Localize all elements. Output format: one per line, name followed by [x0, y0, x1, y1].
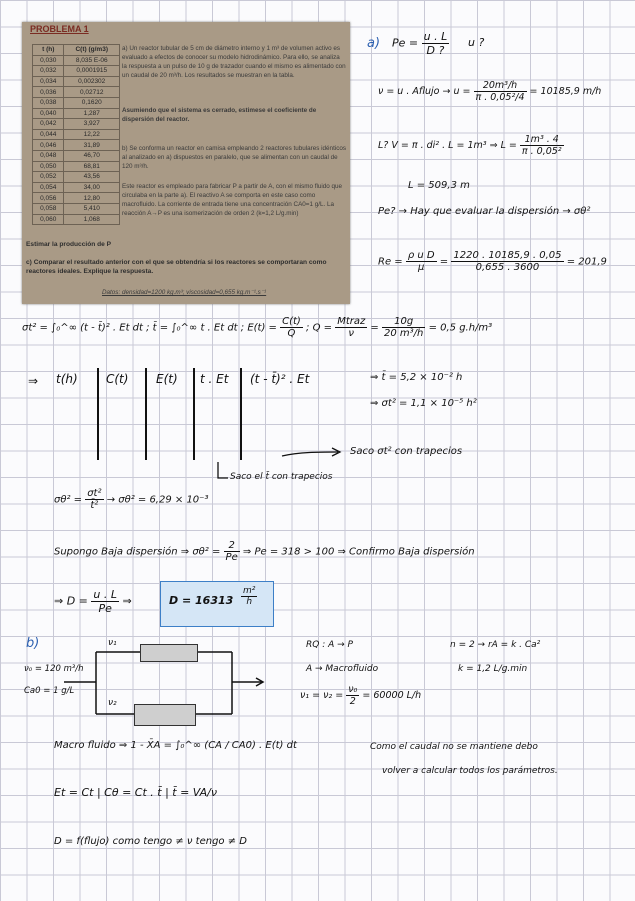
theta-result: → σθ² = 6,29 × 10⁻³ — [106, 494, 209, 506]
table-cell: 0,0001915 — [64, 66, 120, 77]
col-header-ct: C(t) — [106, 372, 129, 386]
table-cell: 34,00 — [64, 182, 120, 193]
result-unit — [241, 586, 257, 607]
u-question: u ? — [468, 36, 485, 49]
et-numerator: C(t) — [282, 316, 301, 327]
saco-sigma-note: Saco σt² con trapecios — [350, 446, 463, 457]
part-b-label: b) — [26, 636, 40, 651]
theta-lhs: σθ² = — [54, 494, 83, 506]
result-unit-numerator: m² — [243, 586, 256, 596]
length-line: L? V = π . di² . L = 1m³ ⇒ L = — [378, 140, 517, 151]
split-flows — [300, 684, 421, 707]
result-unit-fraction — [241, 586, 257, 607]
problem-paragraph-b-detail: Este reactor es empleado para fabricar P a partir de A, con el mismo fluido que circulaba en la parte a). El reactivo A se comporta en este caso como macrofluido. La corriente de entrada tiene una concentración CA0=1 g/L. La reacción A→P es una isomerización de orden 2 (k=1,2 L/g.min) — [122, 183, 343, 217]
assumption-conclusion: ⇒ Pe = 318 > 100 ⇒ Confirmo Baja dispersión — [242, 546, 475, 558]
table-cell: 0,050 — [33, 161, 64, 172]
part-a-label: a) — [367, 36, 381, 51]
rate-constant: k = 1,2 L/g.min — [458, 664, 528, 674]
theta-fraction — [85, 488, 103, 511]
reactor-2 — [134, 704, 196, 726]
re-denominator: μ — [418, 262, 425, 273]
problem-header: PROBLEMA 1 — [30, 24, 89, 34]
d-numerator: u . L — [93, 588, 117, 601]
problem-paragraph-a-task: Asumiendo que el sistema es cerrado, estimese el coeficiente de dispersión del reactor. — [122, 107, 317, 123]
q-lhs: ; Q = — [306, 322, 332, 334]
split-result: = 60000 L/h — [362, 690, 422, 701]
table-cell: 46,70 — [64, 150, 120, 161]
reaction: RQ : A → P — [306, 640, 353, 650]
table-cell: 1,068 — [64, 214, 120, 225]
q-values-denominator: 20 m³/h — [384, 328, 424, 339]
result-value: D = 16313 — [169, 594, 234, 607]
pe-numerator: u . L — [423, 30, 448, 43]
assumption-numerator: 2 — [224, 540, 240, 552]
feed-flow: ν₀ = 120 m³/h — [24, 664, 84, 674]
flow-v2: ν₂ — [108, 698, 117, 708]
re-values-numerator: 1220 . 10185,9 . 0,05 — [453, 250, 562, 261]
col-header-et: E(t) — [156, 372, 178, 386]
theta-variance — [54, 488, 208, 511]
table-cell: 0,058 — [33, 203, 64, 214]
arrow-saco-tbar — [218, 462, 228, 478]
table-cell: 8,035 E-06 — [64, 55, 120, 66]
sigma-result: ⇒ σt² = 1,1 × 10⁻⁵ h² — [370, 398, 477, 409]
reactor-1 — [140, 644, 198, 662]
table-cell: 1,287 — [64, 108, 120, 119]
normalization-line: Et = Ct | Cθ = Ct . t̄ | t̄ = VA/ν — [54, 786, 217, 799]
col-header-variance: (t - t̄)² . Et — [250, 372, 310, 386]
col-header-t: t(h) — [56, 372, 78, 386]
theta-numerator: σt² — [87, 488, 102, 499]
d-arrow: ⇒ — [122, 594, 132, 608]
theta-denominator: t̄² — [90, 500, 99, 511]
table-cell: 0,1620 — [64, 97, 120, 108]
problem-data: Datos: densidad=1200 kg.m³; viscosidad=0,655 kg.m⁻¹.s⁻¹ — [102, 289, 267, 296]
u-result: = 10185,9 m/h — [529, 86, 602, 97]
table-cell: 0,002302 — [64, 76, 120, 87]
table-cell: 5,410 — [64, 203, 120, 214]
table-cell: 43,56 — [64, 172, 120, 183]
re-numerator: ρ u D — [407, 250, 435, 261]
table-cell: 0,032 — [33, 66, 64, 77]
table-cell: 0,034 — [33, 76, 64, 87]
q-equals: = — [370, 322, 379, 334]
macrofluid: A → Macrofluido — [306, 664, 379, 674]
table-cell: 0,042 — [33, 119, 64, 130]
tbar-result: ⇒ t̄ = 5,2 × 10⁻² h — [370, 372, 463, 383]
d-lhs: ⇒ D = — [54, 594, 88, 608]
table-cell: 3,927 — [64, 119, 120, 130]
q-result: = 0,5 g.h/m³ — [428, 322, 493, 334]
sigma-definition: σt² = ∫₀^∞ (t - t̄)² . Et dt ; t̄ = ∫₀^∞ t . Et dt ; E(t) = — [22, 322, 277, 334]
split-lhs: ν₁ = ν₂ = — [300, 690, 344, 701]
pe-lhs: Pe = — [392, 36, 419, 50]
problem-estimate: Estimar la producción de P — [26, 241, 112, 248]
table-cell: 12,80 — [64, 193, 120, 204]
problem-paragraph-c: c) Comparar el resultado anterior con el que se obtendría si los reactores se comportaran como reactores ideales. Explique la respuesta. — [26, 259, 327, 275]
d-fraction — [91, 588, 119, 615]
q-numerator: Mtraz — [337, 316, 366, 327]
table-cell: 0,02712 — [64, 87, 120, 98]
problem-paragraph-b: b) Se conforma un reactor en camisa empleando 2 reactores tubulares idénticos al analizado en a) dispuestos en paralelo, que se alimentan con un caudal de 120 m³/h. — [122, 145, 347, 170]
table-cell: 0,060 — [33, 214, 64, 225]
table-header-cell: t (h) — [33, 45, 64, 56]
split-fraction — [346, 684, 359, 707]
table-cell: 0,038 — [33, 97, 64, 108]
table-cell: 12,22 — [64, 129, 120, 140]
note-line-1: Como el caudal no se mantiene debo — [370, 742, 538, 752]
table-cell: 0,046 — [33, 140, 64, 151]
split-denominator: 2 — [349, 696, 356, 707]
table-cell: 0,056 — [33, 193, 64, 204]
assumption-fraction — [224, 540, 240, 563]
length-denominator: π . 0,05² — [521, 146, 562, 157]
u-denominator: π . 0,05²/4 — [475, 92, 525, 103]
macrofluid-equation: Macro fluido ⇒ 1 - X̄A = ∫₀^∞ (CA / CA0) . E(t) dt — [54, 740, 297, 751]
assumption-text: Supongo Baja dispersión ⇒ σθ² = — [54, 546, 221, 558]
table-header-cell: C(t) (g/m3) — [64, 45, 120, 56]
dispersion-coefficient-calc — [54, 588, 132, 615]
re-result: = 201,9 — [566, 256, 607, 268]
re-lhs: Re = — [378, 256, 403, 268]
note-line-2: volver a calcular todos los parámetros. — [382, 766, 558, 776]
length-numerator: 1m³ . 4 — [520, 134, 564, 146]
q-denominator: ν — [348, 328, 354, 339]
table-cell: 0,052 — [33, 172, 64, 183]
table-arrow: ⇒ — [28, 374, 39, 388]
low-dispersion-assumption — [54, 540, 475, 563]
result-unit-denominator: h — [246, 597, 253, 607]
split-numerator: ν₀ — [348, 684, 358, 695]
arrow-saco-sigma — [282, 452, 338, 456]
length-result: L = 509,3 m — [408, 180, 470, 191]
flow-v1: ν₁ — [108, 638, 117, 648]
d-denominator: Pe — [98, 602, 112, 615]
u-numerator: 20m³/h — [474, 80, 527, 92]
assumption-denominator: Pe — [225, 552, 238, 563]
pe-question: Pe? → Hay que evaluar la dispersión → σθ² — [378, 206, 591, 217]
flow-line: ν = u . Aflujo → u = — [378, 86, 471, 97]
table-cell: 0,036 — [33, 87, 64, 98]
table-cell: 31,89 — [64, 140, 120, 151]
problem-paragraph-a: a) Un reactor tubular de 5 cm de diámetro interno y 1 m³ de volumen activo es evaluado a efectos de conocer su modelo hidrodinámico. Para ello, se analiza la respuesta a un pulso de 10 g de trazador cuando el mismo es alimentado con un caudal de 20 m³/h. Los resultados se muestran en la tabla. — [122, 45, 346, 79]
result-box — [160, 581, 274, 627]
table-cell: 0,048 — [33, 150, 64, 161]
saco-tbar-note: Saco el t̄ con trapecios — [230, 472, 333, 482]
table-cell: 0,040 — [33, 108, 64, 119]
table-cell: 0,030 — [33, 55, 64, 66]
et-denominator: Q — [287, 328, 296, 339]
q-values-numerator: 10g — [382, 316, 425, 328]
table-cell: 68,81 — [64, 161, 120, 172]
col-header-tet: t . Et — [200, 372, 229, 386]
re-equals: = — [439, 256, 449, 268]
table-cell: 0,044 — [33, 129, 64, 140]
reaction-order: n = 2 → rA = k . Ca² — [450, 640, 541, 650]
dispersion-flow-note: D = f(flujo) como tengo ≠ ν tengo ≠ D — [54, 836, 247, 847]
table-cell: 0,054 — [33, 182, 64, 193]
re-values-denominator: 0,655 . 3600 — [475, 262, 540, 273]
feed-concentration: Ca0 = 1 g/L — [24, 686, 75, 696]
pe-denominator: D ? — [426, 44, 445, 57]
